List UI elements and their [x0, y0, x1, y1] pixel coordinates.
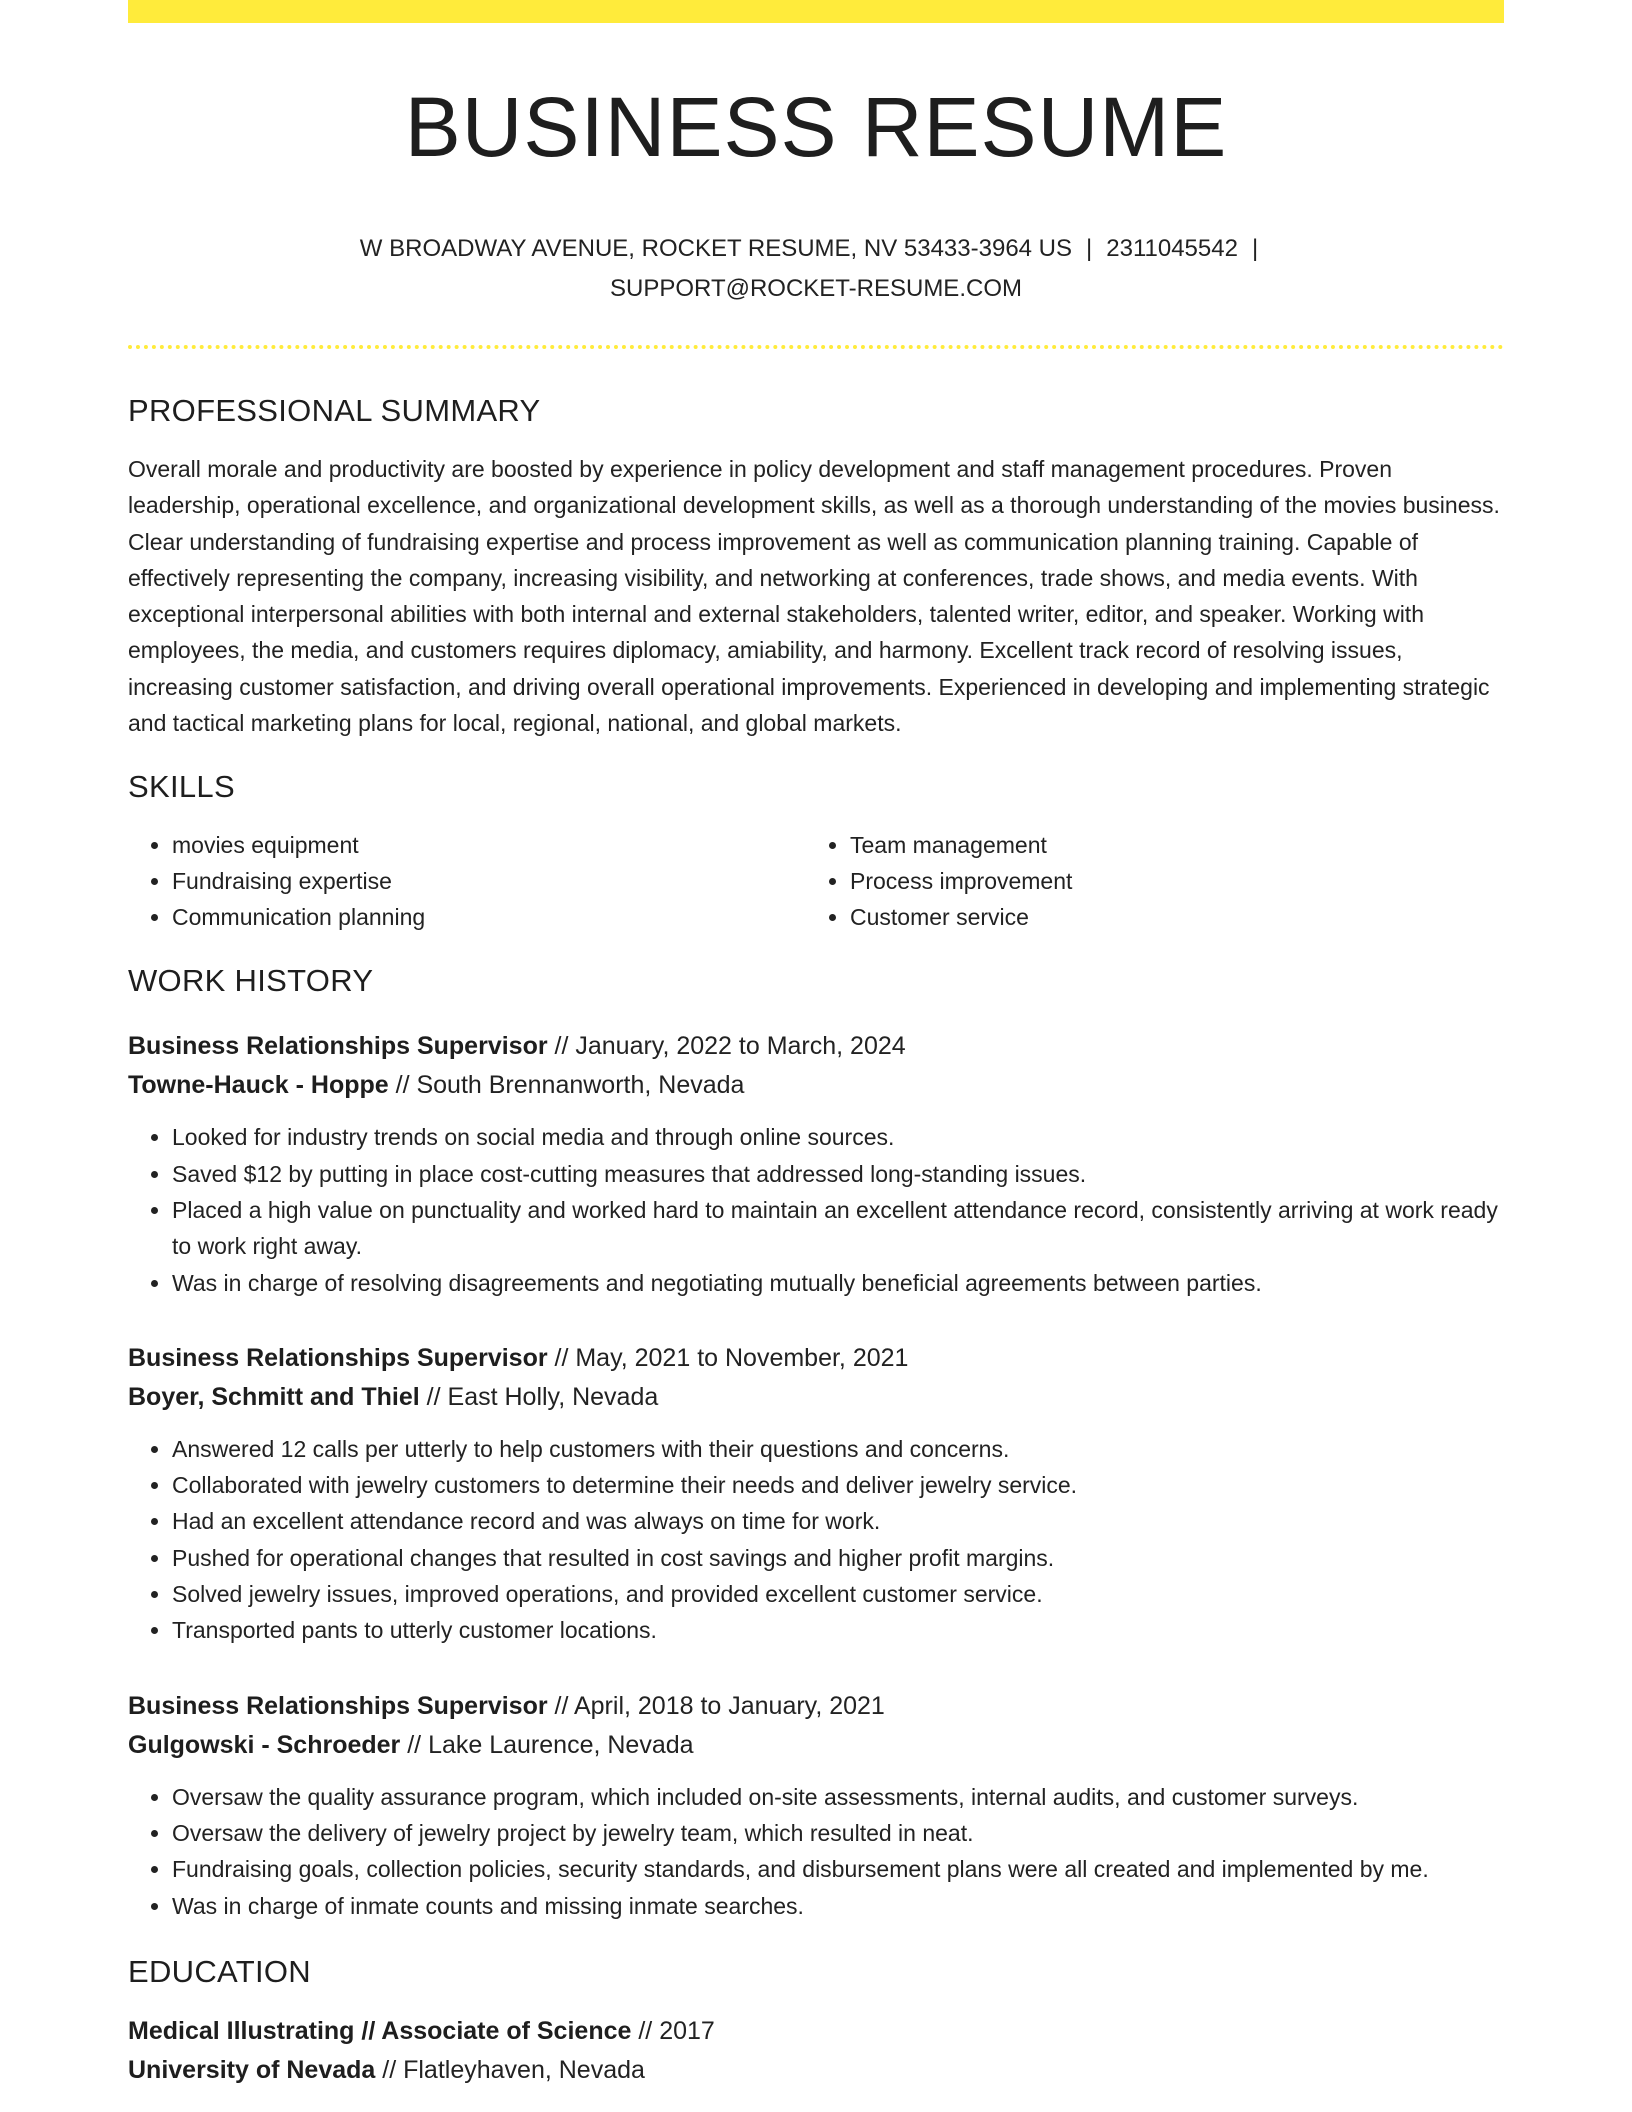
education-year: // 2017 — [631, 2016, 715, 2045]
job-bullet: • Transported pants to utterly customer locations. — [172, 1612, 1504, 1648]
job-bullet: • Answered 12 calls per utterly to help customers with their questions and concerns. — [172, 1431, 1504, 1467]
job-entry — [128, 1687, 1504, 1924]
skill-item: • Fundraising expertise — [172, 863, 806, 899]
education-location: // Flatleyhaven, Nevada — [375, 2055, 645, 2084]
skill-item: • Communication planning — [172, 899, 806, 935]
skill-item: • Customer service — [850, 899, 1484, 935]
section-title-education: EDUCATION — [128, 1953, 311, 1989]
skill-item: • movies equipment — [172, 827, 806, 863]
job-company-line — [128, 1378, 1504, 1417]
contact-address: W BROADWAY AVENUE, ROCKET RESUME, NV 53433-3964 US — [359, 235, 1073, 262]
job-role: Business Relationships Supervisor — [128, 1691, 548, 1720]
job-role: Business Relationships Supervisor — [128, 1343, 548, 1372]
job-company: Towne-Hauck - Hoppe — [128, 1071, 389, 1100]
contact-info — [128, 229, 1504, 309]
job-role: Business Relationships Supervisor — [128, 1032, 548, 1061]
job-location: // East Holly, Nevada — [419, 1382, 659, 1411]
job-entry — [128, 1339, 1504, 1649]
skill-item: • Team management — [850, 827, 1484, 863]
job-bullet: • Placed a high value on punctuality and worked hard to maintain an excellent attendance record, consistently arriving at work ready to work right away. — [172, 1192, 1504, 1265]
education-degree-line — [128, 2012, 1504, 2051]
job-company-line — [128, 1066, 1504, 1105]
contact-line-1 — [128, 229, 1504, 269]
job-bullet: • Had an excellent attendance record and was always on time for work. — [172, 1503, 1504, 1539]
job-dates: // April, 2018 to January, 2021 — [547, 1691, 885, 1720]
job-bullet: • Oversaw the quality assurance program, which included on-site assessments, internal audits, and customer surveys. — [172, 1779, 1504, 1815]
job-bullet: • Oversaw the delivery of jewelry project by jewelry team, which resulted in neat. — [172, 1815, 1504, 1851]
job-bullet: • Was in charge of resolving disagreements and negotiating mutually beneficial agreements between parties. — [172, 1265, 1504, 1301]
skills-column-left — [128, 827, 806, 935]
job-role-line — [128, 1687, 1504, 1726]
job-bullet: • Was in charge of inmate counts and missing inmate searches. — [172, 1888, 1504, 1924]
job-company: Boyer, Schmitt and Thiel — [128, 1382, 420, 1411]
job-bullets — [128, 1431, 1504, 1649]
contact-email: SUPPORT@ROCKET-RESUME.COM — [610, 275, 1022, 302]
resume-title: BUSINESS RESUME — [404, 80, 1228, 174]
job-company: Gulgowski - Schroeder — [128, 1730, 401, 1759]
job-dates: // May, 2021 to November, 2021 — [547, 1343, 909, 1372]
job-bullet: • Fundraising goals, collection policies, security standards, and disbursement plans were all created and implemented by me. — [172, 1851, 1504, 1887]
job-location: // Lake Laurence, Nevada — [400, 1730, 694, 1759]
skills-list — [128, 827, 1504, 935]
job-bullet: • Saved $12 by putting in place cost-cutting measures that addressed long-standing issues. — [172, 1156, 1504, 1192]
education-degree: Medical Illustrating // Associate of Science — [128, 2016, 632, 2045]
section-title-summary: PROFESSIONAL SUMMARY — [128, 393, 541, 428]
job-company-line — [128, 1726, 1504, 1765]
section-title-skills: SKILLS — [128, 769, 235, 805]
job-bullet: • Solved jewelry issues, improved operations, and provided excellent customer service. — [172, 1576, 1504, 1612]
education-school-line — [128, 2051, 1504, 2090]
contact-phone: 2311045542 — [1106, 235, 1238, 262]
job-bullets — [128, 1119, 1504, 1300]
contact-line-2 — [128, 269, 1504, 309]
summary-text: Overall morale and productivity are boosted by experience in policy development and staff management procedures. Proven leadership, operational excellence, and organizational development skills, as well as a thorough understanding of the movies business. Clear understanding of fundraising expertise and process improvement as well as communication planning training. Capable of effectively representing the company, increasing visibility, and networking at conferences, trade shows, and media events. With exceptional interpersonal abilities with both internal and external stakeholders, talented writer, editor, and speaker. Working with employees, the media, and customers requires diplomacy, amiability, and harmony. Excellent track record of resolving issues, increasing customer satisfaction, and driving overall operational improvements. Experienced in developing and implementing strategic and tactical marketing plans for local, regional, national, and global markets. — [128, 456, 1500, 737]
dotted-divider — [128, 345, 1504, 349]
skills-column-right — [806, 827, 1484, 935]
contact-separator: | — [1086, 235, 1093, 262]
job-bullet: • Looked for industry trends on social media and through online sources. — [172, 1119, 1504, 1155]
job-dates: // January, 2022 to March, 2024 — [547, 1032, 906, 1061]
contact-separator: | — [1251, 235, 1259, 262]
accent-top-bar — [128, 0, 1504, 23]
job-bullet: • Collaborated with jewelry customers to determine their needs and deliver jewelry service. — [172, 1467, 1504, 1503]
education-entry — [128, 2012, 1504, 2090]
resume-page — [128, 0, 1504, 2090]
job-bullets — [128, 1779, 1504, 1924]
job-role-line — [128, 1339, 1504, 1378]
job-bullet: • Pushed for operational changes that resulted in cost savings and higher profit margins. — [172, 1540, 1504, 1576]
job-entry — [128, 1027, 1504, 1300]
skill-item: • Process improvement — [850, 863, 1484, 899]
job-location: // South Brennanworth, Nevada — [388, 1071, 745, 1100]
education-school: University of Nevada — [128, 2055, 376, 2084]
section-title-work-history: WORK HISTORY — [128, 963, 374, 999]
job-role-line — [128, 1027, 1504, 1066]
